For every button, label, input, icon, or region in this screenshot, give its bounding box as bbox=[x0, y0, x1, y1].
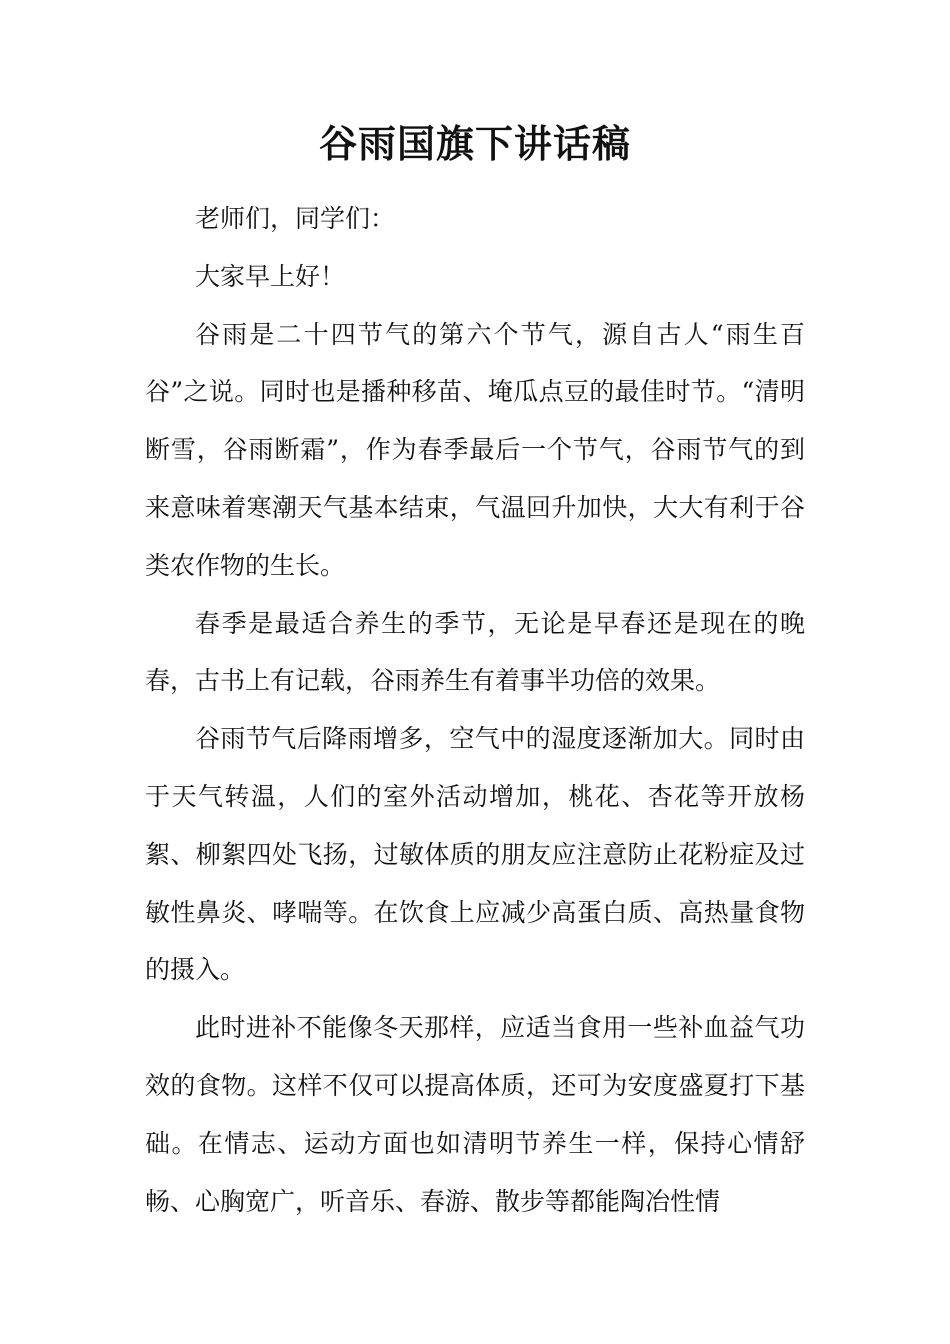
body-paragraph: 谷雨节气后降雨增多，空气中的湿度逐渐加大。同时由于天气转温，人们的室外活动增加，桃花、杏花等开放杨絮、柳絮四处飞扬，过敏体质的朋友应注意防止花粉症及过敏性鼻炎、哮喘等。在饮食上应减少高蛋白质、高热量食物的摄入。 bbox=[145, 724, 805, 985]
body-paragraph: 谷雨是二十四节气的第六个节气，源自古人“雨生百谷”之说。同时也是播种移苗、埯瓜点豆的最佳时节。“清明断雪，谷雨断霜”，作为春季最后一个节气，谷雨节气的到来意味着寒潮天气基本结束，气温回升加快，大大有利于谷类农作物的生长。 bbox=[145, 319, 805, 580]
document-body bbox=[145, 190, 805, 1230]
body-paragraph: 春季是最适合养生的季节，无论是早春还是现在的晚春，古书上有记载，谷雨养生有着事半功倍的效果。 bbox=[145, 608, 805, 696]
greeting-paragraph: 大家早上好！ bbox=[195, 261, 346, 291]
document-title: 谷雨国旗下讲话稿 bbox=[318, 121, 631, 166]
body-paragraph: 此时进补不能像冬天那样，应适当食用一些补血益气功效的食物。这样不仅可以提高体质，还可为安度盛夏打下基础。在情志、运动方面也如清明节养生一样，保持心情舒畅、心胸宽广，听音乐、春游、散步等都能陶冶性情 bbox=[145, 1013, 805, 1216]
salutation-paragraph: 老师们，同学们： bbox=[195, 204, 396, 233]
